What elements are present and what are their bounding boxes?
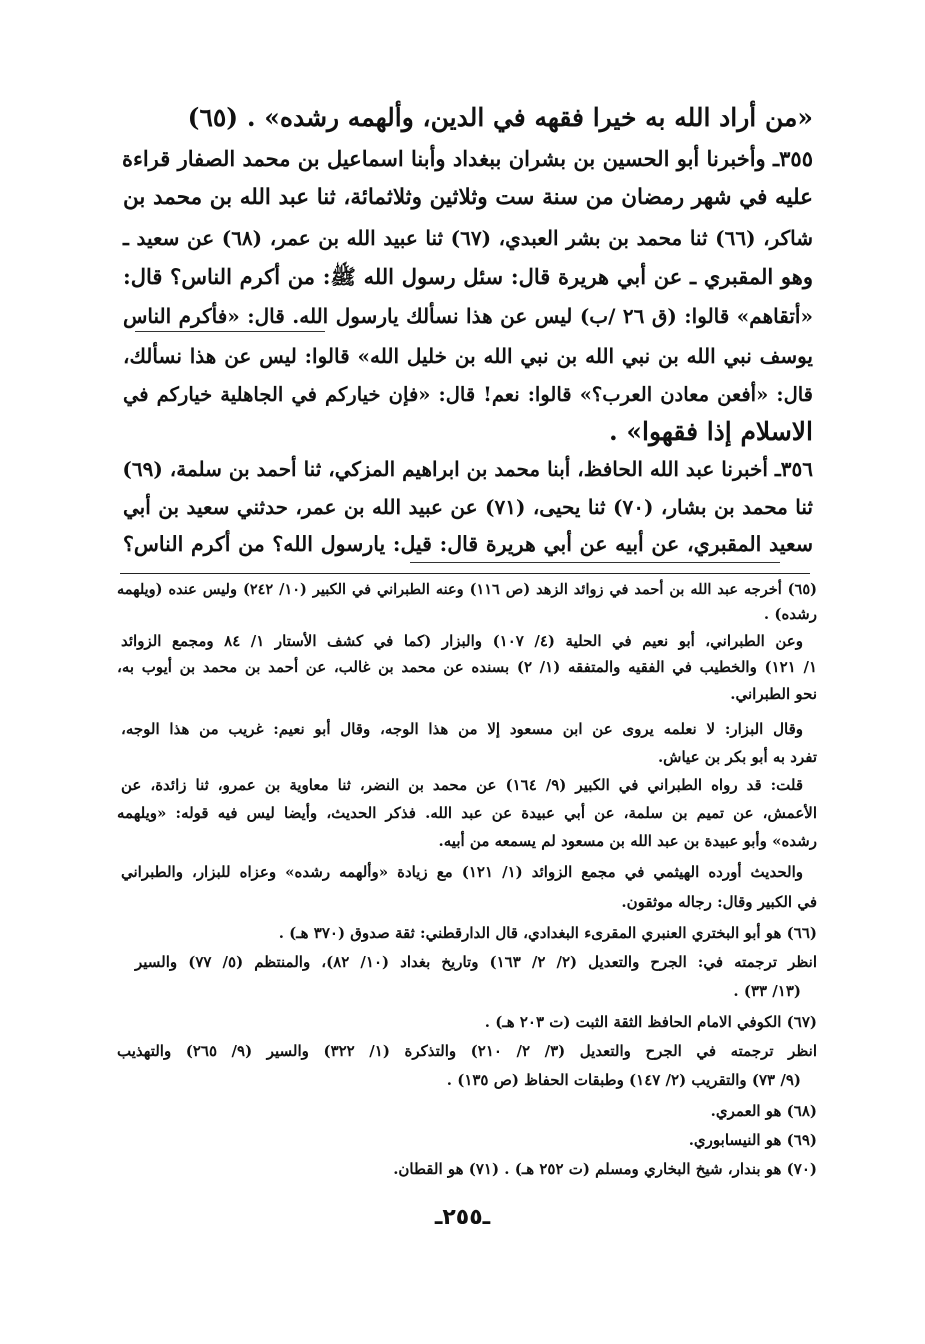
footnote-70-71: (٧٠) هو بندار، شيخ البخاري ومسلم (ت ٢٥٢ هـ) . (٧١) هو القطان. [393,1160,817,1178]
footnote-line: تفرد به أبو بكر بن عياش. [657,748,817,766]
footnote-66: (٦٦) هو أبو البختري العنبري المقرىء البغدادي، قال الدارقطني: ثقة صدوق (٣٧٠ هـ) . [278,924,817,942]
footnote-67: (٦٧) الكوفي الامام الحافظ الثقة الثبت (ت ٢٠٣ هـ) . [484,1013,817,1031]
text-line-6: «أتقاهم» قالوا: (ق ٢٦ /ب) ليس عن هذا نسألك يارسول الله. قال: «فأكرم الناس [123,304,813,328]
footnote-line: انظر ترجمته في الجرح والتعديل (٣/ ٢/ ٢١٠) والتذكرة (١/ ٣٢٢) والسير (٩/ ٢٦٥) والتهذيب [117,1042,818,1060]
footnote-separator [120,573,810,574]
text-line-3: عليه في شهر رمضان من سنة ست وثلاثين وثلاثمائة، ثنا عبد الله بن محمد بن [123,185,813,210]
footnote-line: في الكبير وقال: رجاله موثقون. [621,893,817,911]
footnote-line: والحديث أورده الهيثمي في مجمع الزوائد (١/ ١٢١) مع زيادة «وألهمه رشده» وعزاه للبزار، والطبراني [121,863,804,881]
underline-mark [410,562,780,563]
footnote-line: رشده) . [763,605,817,623]
text-line-4: شاكر، (٦٦) ثنا محمد بن بشر العبدي، (٦٧) ثنا عبيد الله بن عمر، (٦٨) عن سعيد ـ [123,226,813,250]
footnote-line: ١/ ١٢١) والخطيب في الفقيه والمتفقه (١/ ٢) بسنده عن محمد بن غالب، عن أحمد بن محمد بن أيوب به، [117,658,818,676]
text-line-9: الاسلام إذا فقهوا» . [609,417,813,446]
text-line-1: «من أراد الله به خيرا فقهه في الدين، وألهمه رشده» . (٦٥) [187,103,813,132]
text-line-11: ثنا محمد بن بشار، (٧٠) ثنا يحيى، (٧١) عن عبيد الله بن عمر، حدثني سعيد بن أبي [123,495,813,519]
footnote-line: وعن الطبراني، أبو نعيم في الحلية (٤/ ١٠٧) والبزار (كما في كشف الأستار ١/ ٨٤ ومجمع الزوائد [121,632,803,650]
footnote-69: (٦٩) هو النيسابوري. [688,1131,817,1149]
footnote-line: الأعمش، عن تميم بن سلمة، عن أبي عبيدة عن عبد الله. فذكر الحديث، وأيضا ليس فيه قوله: «ويلهمه [117,804,817,822]
text-line-12: سعيد المقبري، عن أبيه عن أبي هريرة قال: قيل: يارسول الله؟ من أكرم الناس؟ [123,532,813,556]
footnote-65: (٦٥) أخرجه عبد الله بن أحمد في زوائد الزهد (ص ١١٦) وعنه الطبراني في الكبير (١٠/ ٢٤٢) وليس عنده (ويلهمه [117,581,817,598]
footnote-line: نحو الطبراني. [730,685,817,703]
text-line-8: قال: «أفعن معادن العرب؟» قالوا: نعم! قال: «فإن خياركم في الجاهلية خياركم في [123,383,813,406]
footnote-68: (٦٨) هو العمري. [710,1102,817,1120]
page-number: ـ٢٥٥ـ [434,1205,491,1230]
text-line-10: ٣٥٦ـ أخبرنا عبد الله الحافظ، أبنا محمد بن ابراهيم المزكي، ثنا أحمد بن سلمة، (٦٩) [122,457,813,481]
underline-mark [135,331,325,332]
text-line-5: وهو المقبري ـ عن أبي هريرة قال: سئل رسول الله ﷺ: من أكرم الناس؟ قال: [123,264,813,289]
footnote-line: (١٣/ ٣٣) . [733,982,801,1000]
footnote-line: قلت: قد رواه الطبراني في الكبير (٩/ ١٦٤) عن محمد بن النضر، ثنا معاوية بن عمرو، ثنا زائدة، عن [121,776,804,794]
footnote-line: وقال البزار: لا نعلمه يروى عن ابن مسعود إلا من هذا الوجه، وقال أبو نعيم: غريب من هذا الوجه، [121,720,803,738]
text-line-7: يوسف نبي الله بن نبي الله بن نبي الله بن خليل الله» قالوا: ليس عن هذا نسألك، [123,344,813,368]
footnote-line: (٩/ ٧٣) والتقريب (٢/ ١٤٧) وطبقات الحفاظ (ص ١٣٥) . [446,1071,801,1089]
footnote-line: رشده» وأبو عبيدة بن عبد الله بن مسعود لم يسمعه من أبيه. [438,832,817,850]
footnote-line: انظر ترجمته في: الجرح والتعديل (٢/ ٢/ ١٦٣) وتاريخ بغداد (١٠/ ٨٢)، والمنتظم (٥/ ٧٧) والسير [135,953,818,971]
text-line-2: ٣٥٥ـ وأخبرنا أبو الحسين بن بشران ببغداد وأبنا اسماعيل بن محمد الصفار قراءة [121,146,813,171]
